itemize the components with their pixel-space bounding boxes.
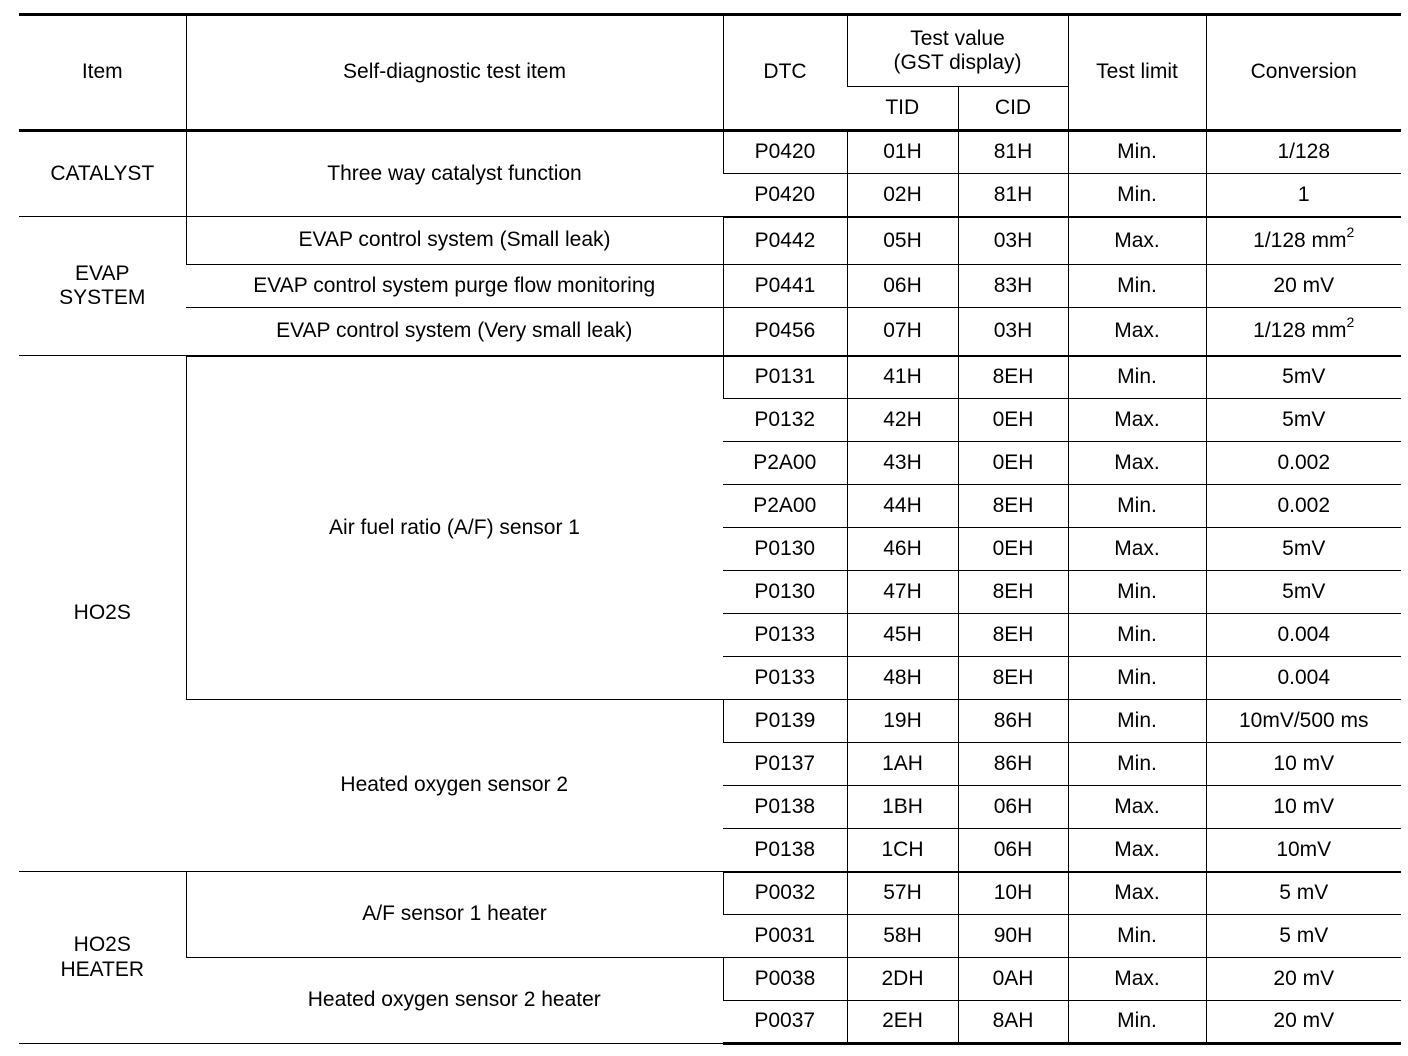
limit-cell: Max. [1068, 528, 1206, 571]
conversion-value: 1/128 mm [1253, 319, 1347, 343]
header-item: Item [19, 15, 186, 131]
dtc-cell: P0137 [723, 743, 847, 786]
cid-cell: 8EH [958, 614, 1068, 657]
cid-cell: 8AH [958, 1001, 1068, 1044]
conversion-cell: 5mV [1206, 399, 1401, 442]
cid-cell: 90H [958, 915, 1068, 958]
header-dtc: DTC [723, 15, 847, 131]
dtc-cell: P0420 [723, 131, 847, 174]
dtc-cell: P2A00 [723, 442, 847, 485]
limit-cell: Max. [1068, 786, 1206, 829]
limit-cell: Max. [1068, 829, 1206, 872]
tid-cell: 19H [847, 700, 958, 743]
conversion-cell: 1 [1206, 174, 1401, 217]
dtc-cell: P0456 [723, 308, 847, 356]
header-conversion: Conversion [1206, 15, 1401, 131]
conversion-cell: 10mV/500 ms [1206, 700, 1401, 743]
conversion-cell: 5mV [1206, 571, 1401, 614]
group-evap-line2: SYSTEM [59, 286, 146, 309]
cid-cell: 86H [958, 700, 1068, 743]
dtc-cell: P0130 [723, 528, 847, 571]
limit-cell: Min. [1068, 614, 1206, 657]
limit-cell: Max. [1068, 872, 1206, 915]
dtc-cell: P0420 [723, 174, 847, 217]
limit-cell: Min. [1068, 657, 1206, 700]
cid-cell: 0EH [958, 442, 1068, 485]
cid-cell: 8EH [958, 356, 1068, 399]
tid-cell: 48H [847, 657, 958, 700]
dtc-cell: P2A00 [723, 485, 847, 528]
dtc-cell: P0038 [723, 958, 847, 1001]
conversion-cell: 20 mV [1206, 265, 1401, 308]
cid-cell: 06H [958, 829, 1068, 872]
test-item-evap-very-small: EVAP control system (Very small leak) [186, 308, 723, 356]
tid-cell: 47H [847, 571, 958, 614]
limit-cell: Max. [1068, 442, 1206, 485]
limit-cell: Max. [1068, 958, 1206, 1001]
tid-cell: 41H [847, 356, 958, 399]
header-test-value-line1: Test value [910, 26, 1005, 50]
group-evap-system [19, 217, 186, 356]
header-test-limit: Test limit [1068, 15, 1206, 131]
tid-cell: 45H [847, 614, 958, 657]
conversion-cell: 20 mV [1206, 1001, 1401, 1044]
limit-cell: Min. [1068, 743, 1206, 786]
group-ho2s-heater [19, 872, 186, 1044]
dtc-cell: P0442 [723, 217, 847, 265]
limit-cell: Max. [1068, 399, 1206, 442]
dtc-cell: P0441 [723, 265, 847, 308]
header-cid: CID [958, 87, 1068, 131]
dtc-cell: P0139 [723, 700, 847, 743]
cid-cell: 8EH [958, 485, 1068, 528]
conversion-cell: 5mV [1206, 528, 1401, 571]
conversion-cell [1206, 308, 1401, 356]
limit-cell: Min. [1068, 131, 1206, 174]
test-item-ho2s-2: Heated oxygen sensor 2 [186, 700, 723, 872]
tid-cell: 58H [847, 915, 958, 958]
tid-cell: 1AH [847, 743, 958, 786]
dtc-cell: P0031 [723, 915, 847, 958]
superscript: 2 [1346, 314, 1355, 331]
limit-cell: Min. [1068, 915, 1206, 958]
group-catalyst: CATALYST [19, 131, 186, 217]
table-row [19, 958, 1401, 1001]
dtc-cell: P0032 [723, 872, 847, 915]
group-heater-line2: HEATER [60, 957, 145, 981]
cid-cell: 03H [958, 217, 1068, 265]
tid-cell: 43H [847, 442, 958, 485]
tid-cell: 2EH [847, 1001, 958, 1044]
conversion-cell: 0.004 [1206, 657, 1401, 700]
conversion-cell: 0.002 [1206, 442, 1401, 485]
tid-cell: 02H [847, 174, 958, 217]
table-row [19, 131, 1401, 174]
conversion-cell: 0.004 [1206, 614, 1401, 657]
tid-cell: 1CH [847, 829, 958, 872]
limit-cell: Min. [1068, 265, 1206, 308]
dtc-cell: P0133 [723, 657, 847, 700]
table-row [19, 265, 1401, 308]
conversion-cell: 1/128 [1206, 131, 1401, 174]
limit-cell: Min. [1068, 700, 1206, 743]
test-item-ho2s-2-heater: Heated oxygen sensor 2 heater [186, 958, 723, 1044]
cid-cell: 8EH [958, 657, 1068, 700]
dtc-cell: P0130 [723, 571, 847, 614]
dtc-cell: P0133 [723, 614, 847, 657]
conversion-cell: 10 mV [1206, 786, 1401, 829]
cid-cell: 83H [958, 265, 1068, 308]
tid-cell: 06H [847, 265, 958, 308]
tid-cell: 01H [847, 131, 958, 174]
dtc-cell: P0132 [723, 399, 847, 442]
limit-cell: Min. [1068, 174, 1206, 217]
conversion-cell: 5mV [1206, 356, 1401, 399]
table-row [19, 700, 1401, 743]
cid-cell: 0AH [958, 958, 1068, 1001]
tid-cell: 1BH [847, 786, 958, 829]
tid-cell: 57H [847, 872, 958, 915]
table-row [19, 308, 1401, 356]
header-tid: TID [847, 87, 958, 131]
tid-cell: 05H [847, 217, 958, 265]
header-test-value-line2: (GST display) [893, 51, 1022, 74]
test-item-evap-purge: EVAP control system purge flow monitoring [186, 265, 723, 308]
cid-cell: 86H [958, 743, 1068, 786]
limit-cell: Min. [1068, 356, 1206, 399]
test-item-evap-small: EVAP control system (Small leak) [186, 217, 723, 265]
cid-cell: 81H [958, 174, 1068, 217]
header-test-value [847, 15, 1068, 87]
cid-cell: 0EH [958, 528, 1068, 571]
conversion-cell: 20 mV [1206, 958, 1401, 1001]
superscript: 2 [1346, 223, 1355, 240]
dtc-cell: P0138 [723, 829, 847, 872]
cid-cell: 06H [958, 786, 1068, 829]
diagnostic-test-table [19, 13, 1401, 1045]
group-heater-line1: HO2S [73, 933, 131, 957]
conversion-cell: 5 mV [1206, 915, 1401, 958]
tid-cell: 46H [847, 528, 958, 571]
test-item-af-heater: A/F sensor 1 heater [186, 872, 723, 958]
cid-cell: 03H [958, 308, 1068, 356]
header-test-item: Self-diagnostic test item [186, 15, 723, 131]
cid-cell: 81H [958, 131, 1068, 174]
cid-cell: 10H [958, 872, 1068, 915]
tid-cell: 42H [847, 399, 958, 442]
dtc-cell: P0138 [723, 786, 847, 829]
table-row [19, 356, 1401, 399]
tid-cell: 2DH [847, 958, 958, 1001]
table-row [19, 217, 1401, 265]
table-row [19, 872, 1401, 915]
conversion-cell: 5 mV [1206, 872, 1401, 915]
limit-cell: Min. [1068, 485, 1206, 528]
conversion-cell [1206, 217, 1401, 265]
conversion-value: 1/128 mm [1253, 228, 1347, 252]
limit-cell: Max. [1068, 217, 1206, 265]
conversion-cell: 10 mV [1206, 743, 1401, 786]
limit-cell: Min. [1068, 571, 1206, 614]
dtc-cell: P0131 [723, 356, 847, 399]
dtc-cell: P0037 [723, 1001, 847, 1044]
conversion-cell: 0.002 [1206, 485, 1401, 528]
limit-cell: Min. [1068, 1001, 1206, 1044]
group-evap-line1: EVAP [75, 261, 130, 285]
cid-cell: 8EH [958, 571, 1068, 614]
limit-cell: Max. [1068, 308, 1206, 356]
group-ho2s: HO2S [19, 356, 186, 872]
tid-cell: 07H [847, 308, 958, 356]
tid-cell: 44H [847, 485, 958, 528]
test-item-catalyst: Three way catalyst function [186, 131, 723, 217]
conversion-cell: 10mV [1206, 829, 1401, 872]
test-item-af-sensor: Air fuel ratio (A/F) sensor 1 [186, 356, 723, 700]
cid-cell: 0EH [958, 399, 1068, 442]
